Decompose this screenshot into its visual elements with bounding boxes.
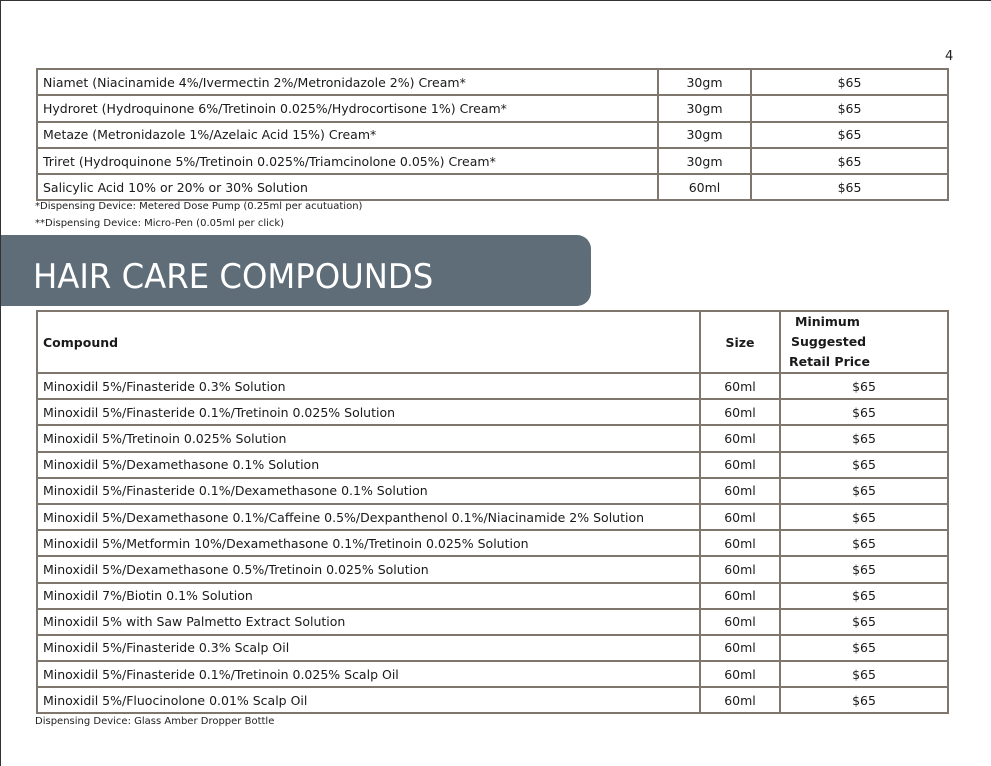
header-price xyxy=(780,311,948,373)
footnote-metered-dose-pump: *Dispensing Device: Metered Dose Pump (0.25ml per acutuation) xyxy=(35,201,363,212)
table-row xyxy=(37,425,948,451)
cell-size: 30gm xyxy=(658,148,751,174)
cell-compound: Minoxidil 5%/Dexamethasone 0.5%/Tretinoin 0.025% Solution xyxy=(37,556,700,582)
footnote-dropper-bottle: Dispensing Device: Glass Amber Dropper Bottle xyxy=(35,716,275,727)
cell-price: $65 xyxy=(751,148,948,174)
cell-price: $65 xyxy=(780,609,948,635)
cell-compound: Minoxidil 5%/Finasteride 0.1%/Tretinoin 0.025% Scalp Oil xyxy=(37,661,700,687)
table-row xyxy=(37,69,948,95)
table-row xyxy=(37,661,948,687)
table-row xyxy=(37,504,948,530)
cell-size: 60ml xyxy=(700,635,780,661)
cell-compound: Minoxidil 5%/Finasteride 0.3% Solution xyxy=(37,373,700,399)
cell-price: $65 xyxy=(780,399,948,425)
section-title: HAIR CARE COMPOUNDS xyxy=(33,257,434,297)
cell-price: $65 xyxy=(780,530,948,556)
cell-price: $65 xyxy=(780,373,948,399)
cell-compound: Niamet (Niacinamide 4%/Ivermectin 2%/Metronidazole 2%) Cream* xyxy=(37,69,658,95)
cell-size: 60ml xyxy=(700,399,780,425)
cell-price: $65 xyxy=(780,583,948,609)
footnote-micro-pen: **Dispensing Device: Micro-Pen (0.05ml per click) xyxy=(35,218,285,229)
table-row xyxy=(37,122,948,148)
cell-compound: Minoxidil 5%/Finasteride 0.1%/Dexamethasone 0.1% Solution xyxy=(37,478,700,504)
cell-compound: Minoxidil 5%/Metformin 10%/Dexamethasone 0.1%/Tretinoin 0.025% Solution xyxy=(37,530,700,556)
header-price-line2: Suggested xyxy=(791,334,867,349)
skin-compounds-table xyxy=(36,68,949,201)
cell-size: 30gm xyxy=(658,95,751,121)
table-row xyxy=(37,609,948,635)
cell-size: 60ml xyxy=(700,609,780,635)
cell-price: $65 xyxy=(780,425,948,451)
cell-price: $65 xyxy=(780,504,948,530)
cell-price: $65 xyxy=(780,687,948,713)
header-price-line1: Minimum xyxy=(795,314,860,329)
cell-compound: Minoxidil 5%/Fluocinolone 0.01% Scalp Oil xyxy=(37,687,700,713)
table-row xyxy=(37,174,948,200)
cell-price: $65 xyxy=(780,556,948,582)
cell-compound: Salicylic Acid 10% or 20% or 30% Solution xyxy=(37,174,658,200)
cell-size: 30gm xyxy=(658,69,751,95)
section-banner xyxy=(1,235,591,306)
cell-compound: Minoxidil 7%/Biotin 0.1% Solution xyxy=(37,583,700,609)
header-size: Size xyxy=(700,311,780,373)
cell-price: $65 xyxy=(751,122,948,148)
cell-size: 60ml xyxy=(700,478,780,504)
table-row xyxy=(37,556,948,582)
table-row xyxy=(37,478,948,504)
cell-price: $65 xyxy=(751,174,948,200)
table-row xyxy=(37,452,948,478)
table-row xyxy=(37,635,948,661)
cell-size: 60ml xyxy=(700,504,780,530)
cell-price: $65 xyxy=(751,95,948,121)
cell-compound: Minoxidil 5%/Dexamethasone 0.1% Solution xyxy=(37,452,700,478)
cell-price: $65 xyxy=(751,69,948,95)
header-compound: Compound xyxy=(37,311,700,373)
table-row xyxy=(37,530,948,556)
cell-size: 60ml xyxy=(700,687,780,713)
cell-size: 60ml xyxy=(658,174,751,200)
cell-price: $65 xyxy=(780,661,948,687)
cell-size: 60ml xyxy=(700,425,780,451)
table-row xyxy=(37,687,948,713)
table-row xyxy=(37,373,948,399)
cell-size: 60ml xyxy=(700,452,780,478)
table-row xyxy=(37,95,948,121)
table-row xyxy=(37,583,948,609)
cell-compound: Minoxidil 5%/Dexamethasone 0.1%/Caffeine 0.5%/Dexpanthenol 0.1%/Niacinamide 2% Solution xyxy=(37,504,700,530)
cell-size: 60ml xyxy=(700,556,780,582)
cell-compound: Metaze (Metronidazole 1%/Azelaic Acid 15%) Cream* xyxy=(37,122,658,148)
cell-price: $65 xyxy=(780,452,948,478)
table-row xyxy=(37,148,948,174)
cell-compound: Minoxidil 5%/Tretinoin 0.025% Solution xyxy=(37,425,700,451)
header-price-line3: Retail Price xyxy=(789,354,870,369)
cell-size: 60ml xyxy=(700,583,780,609)
cell-compound: Hydroret (Hydroquinone 6%/Tretinoin 0.025%/Hydrocortisone 1%) Cream* xyxy=(37,95,658,121)
cell-compound: Minoxidil 5% with Saw Palmetto Extract Solution xyxy=(37,609,700,635)
cell-compound: Triret (Hydroquinone 5%/Tretinoin 0.025%/Triamcinolone 0.05%) Cream* xyxy=(37,148,658,174)
cell-price: $65 xyxy=(780,478,948,504)
hair-care-table xyxy=(36,310,949,714)
cell-compound: Minoxidil 5%/Finasteride 0.1%/Tretinoin 0.025% Solution xyxy=(37,399,700,425)
page-number: 4 xyxy=(945,49,954,64)
table-row xyxy=(37,399,948,425)
cell-size: 30gm xyxy=(658,122,751,148)
cell-size: 60ml xyxy=(700,661,780,687)
cell-compound: Minoxidil 5%/Finasteride 0.3% Scalp Oil xyxy=(37,635,700,661)
cell-size: 60ml xyxy=(700,530,780,556)
table-header-row xyxy=(37,311,948,373)
cell-size: 60ml xyxy=(700,373,780,399)
cell-price: $65 xyxy=(780,635,948,661)
